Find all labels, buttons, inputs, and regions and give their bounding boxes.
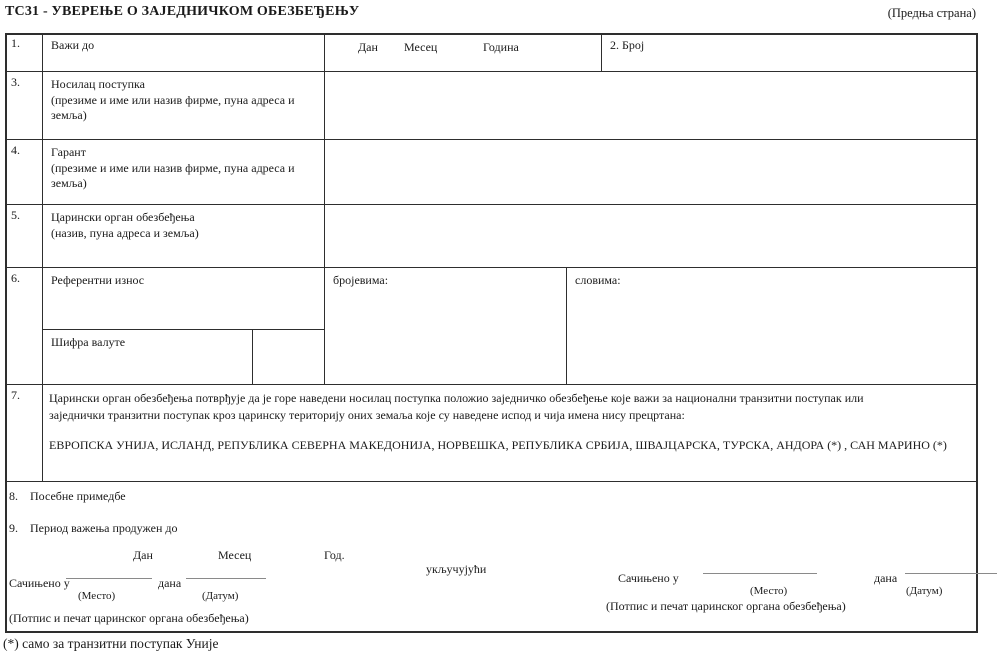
field-3-number: 3. [5,72,43,140]
countries-list: ЕВРОПСКА УНИЈА, ИСЛАНД, РЕПУБЛИКА СЕВЕРНА МАКЕДОНИЈА, НОРВЕШКА, РЕПУБЛИКА СРБИЈА, ШВАЈЦАРСКА, ТУРСКА, АНДОРА (*) , САН МАРИНО (*) [49,438,947,453]
place-hint-right: (Место) [750,585,788,597]
field-3-value-cell [325,72,978,140]
year-column-label-9: Год. [324,548,345,562]
date-fill-line-right [905,559,997,574]
currency-code-label: Шифра валуте [43,330,253,385]
field-3-label-cell [43,72,325,140]
including-label: укључујући [426,562,487,576]
day-column-label: Дан [358,40,378,54]
currency-code-value-cell [253,330,325,385]
page-side-label: (Предња страна) [887,6,976,20]
day-column-label-9: Дан [133,548,153,562]
field-9-number: 9. [9,521,18,535]
field-5-hint: (назив, пуна адреса и земља) [51,225,199,240]
place-fill-line-left [66,564,152,579]
place-fill-line-right [703,559,817,574]
on-date-label-right: дана [874,571,898,585]
field-2-number-label: 2. Број [602,33,978,72]
page-title: ТС31 - УВЕРЕЊЕ О ЗАЈЕДНИЧКОМ ОБЕЗБЕЂЕЊУ [5,4,360,19]
field-3-label: Носилац поступка [51,77,145,91]
field-6-label: Референтни износ [43,268,325,330]
made-at-label-left: Сачињено у [9,576,70,590]
field-5-value-cell [325,205,978,268]
on-date-label-left: дана [158,576,182,590]
date-fill-line-left [186,564,266,579]
stamp-hint-left: (Потпис и печат царинског органа обезбеђења) [9,611,249,625]
field-7-number: 7. [5,385,43,482]
field-1-label: Важи до [43,33,325,72]
guarantee-statement: Царински орган обезбеђења потврђује да је горе наведени носилац поступка положио заједничко обезбеђење које важи за национални транзитни поступак или заједнички транзитни поступак кроз царинску територију оних земаља које су наведене испод и чија имена нису прецртана: [49,391,864,422]
date-hint-left: (Датум) [202,590,239,602]
field-1-date-cell [325,33,602,72]
field-1-number: 1. [5,33,43,72]
made-at-label-right: Сачињено у [618,571,679,585]
place-hint-left: (Место) [78,590,116,602]
field-4-value-cell [325,140,978,205]
amount-in-numbers-cell: бројевима: [325,268,567,385]
month-column-label-9: Месец [218,548,252,562]
month-column-label: Месец [404,40,438,54]
field-4-hint: (презиме и име или назив фирме, пуна адреса и земља) [51,160,295,191]
field-4-label-cell [43,140,325,205]
amount-in-words-cell: словима: [567,268,978,385]
field-6-number: 6. [5,268,43,385]
field-4-number: 4. [5,140,43,205]
field-8-number: 8. [9,489,18,503]
field-4-label: Гарант [51,145,86,159]
field-9-label: Период важења продужен до [30,521,178,535]
field-5-number: 5. [5,205,43,268]
field-5-label-cell [43,205,325,268]
stamp-hint-right: (Потпис и печат царинског органа обезбеђења) [606,599,846,613]
union-transit-footnote: (*) само за транзитни поступак Уније [3,636,219,651]
year-column-label: Година [483,40,519,54]
field-5-label: Царински орган обезбеђења [51,210,195,224]
field-3-hint: (презиме и име или назив фирме, пуна адреса и земља) [51,92,295,123]
field-8-label: Посебне примедбе [30,489,126,503]
date-hint-right: (Датум) [906,585,943,597]
field-7-text-cell [43,385,978,482]
